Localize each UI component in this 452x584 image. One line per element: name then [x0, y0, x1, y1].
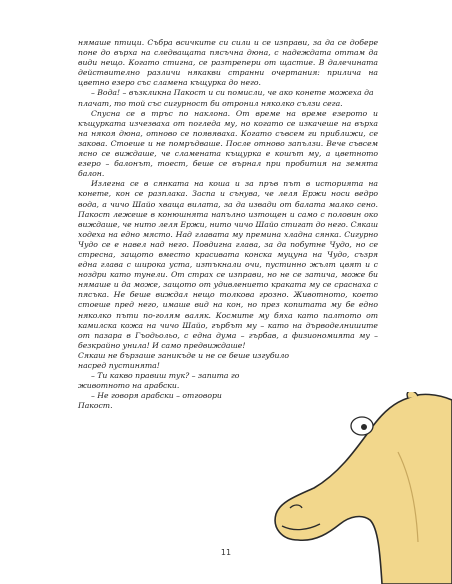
page-number: 11: [220, 548, 232, 557]
paragraph-3: Спусна се в тръс по наклона. От време на време езерото и къщурката изчезваха от погледа му, но когато се изкачеше на върха на някоя дюна, отново се появяваха. Когато съвсем ги приближи, се закова. Стоеше и не помръдваше. После отново запълзи. Вече съвсем ясно се виждаше, че сламената къщурка е кошът му, а цветното езеро – балонът, тоест, беше се върнал при пробития на земята балон.: [78, 108, 378, 179]
paragraph-1: нямаше птици. Събра всичките си сили и се изправи, за да се добере поне до върха на следващата пясъчна дюна, с надеждата оттам да види нещо. Когато стигна, се разтрепери от щастие. В далечината действително различи някакви странни очертания: прилича на цветно езеро със сламена къщурка до него.: [78, 38, 378, 88]
paragraph-6: – Ти какво правиш тук? – запита го животното на арабски.: [78, 371, 240, 391]
paragraph-5: Сякаш не бързаше заникъде и не се беше изгубило насред пустинята!: [78, 350, 290, 370]
body-text: [78, 38, 378, 411]
paragraph-7: – Не говоря арабски – отговори Пакост.: [78, 391, 222, 411]
paragraph-4: Излегна се в сянката на коша и за пръв път в историята на конете, кон се разплака. Заспа и сънува, че леля Ержи носи ведро вода, а чичо Шайо хваща вилата, за да извади от балата малко сено. Пакост лежеше в конюшнята напълно изтощен и само с половин око виждаше, че нито леля Ержи, нито чичо Шайо стигат до него. Сякаш ходеха на едно място. Над главата му премина хладна сянка. Сигурно Чудо се е навел над него. Повдигна глава, за да побутне Чудо, но се стресна, защото вместо красивата конска муцуна на Чудо, съзря една глава с широка уста, изтъкнали очи, пустинно жълт цвят и с ноздри като тунели. От страх се изправи, но не се затича, може би нямаше и да може, защото от удивлението краката му се сраснаха с пясъка. Не беше виждал нещо толкова грозно. Животното, което стоеше пред него, имаше вид на кон, но през копитата му бе едно няколко пъти по-голям валяк. Космите му бяха като палтото от камилска кожа на чичо Шайо, гърбът му – като на дърводелнишите от пазара в Гъодьольо, с една дума – гърбав, а физиономията му – безкрайно унила! И само предвиждаше!: [78, 179, 378, 350]
paragraph-2: – Вода! – възкликна Пакост и си помисли, че ако конете можеха да плачат, то той със сигурност би отронил няколко сълзи сега.: [78, 88, 374, 108]
